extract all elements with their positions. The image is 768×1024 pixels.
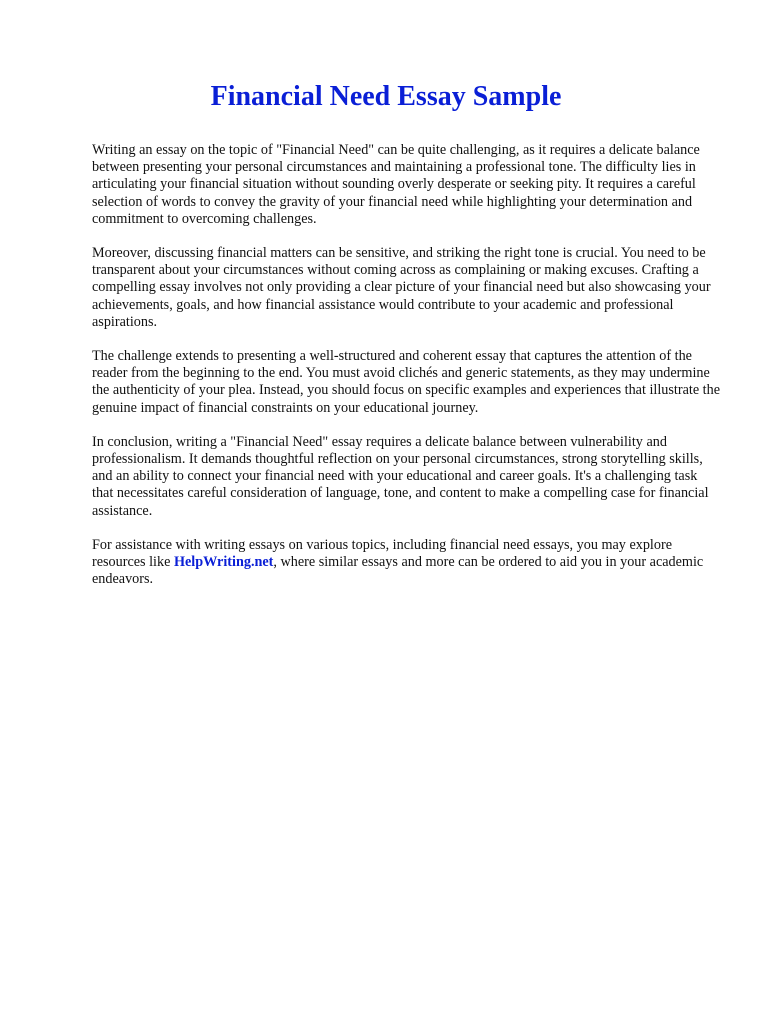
page-title: Financial Need Essay Sample (210, 81, 562, 112)
paragraph-structure: The challenge extends to presenting a well-structured and coherent essay that captures the attention of the reader from the beginning to the end. You must avoid clichés and generic statements, as they may undermine the authenticity of your plea. Instead, you should focus on specific examples and experiences that illustrate the genuine impact of financial constraints on your educational journey. (92, 348, 720, 416)
helpwriting-link[interactable]: HelpWriting.net (173, 554, 274, 571)
closing-text-before-link: For assistance with writing essays on various topics, including financial need essays, you may explore resources like (92, 536, 672, 571)
paragraph-conclusion: In conclusion, writing a "Financial Need" essay requires a delicate balance between vulnerability and professionalism. It demands thoughtful reflection on your personal circumstances, strong storytelling skills, and an ability to connect your financial need with your educational and career goals. It's a challenging task that necessitates careful consideration of language, tone, and content to make a compelling case for financial assistance. (92, 433, 709, 519)
paragraph-closing (92, 537, 720, 589)
paragraph-intro: Writing an essay on the topic of "Financial Need" can be quite challenging, as it requires a delicate balance between presenting your personal circumstances and maintaining a professional tone. The difficulty lies in articulating your financial situation without sounding overly desperate or seeking pity. It requires a careful selection of words to convey the gravity of your financial need while highlighting your determination and commitment to overcoming challenges. (92, 142, 700, 227)
closing-text-after-link: , where similar essays and more can be ordered to aid you in your academic endeavors. (92, 554, 704, 588)
paragraph-sensitivity: Moreover, discussing financial matters can be sensitive, and striking the right tone is crucial. You need to be transparent about your circumstances without coming across as complaining or making excuses. Crafting a compelling essay involves not only providing a clear picture of your financial need but also showcasing your achievements, goals, and how financial assistance would contribute to your academic and professional aspirations. (92, 245, 711, 330)
